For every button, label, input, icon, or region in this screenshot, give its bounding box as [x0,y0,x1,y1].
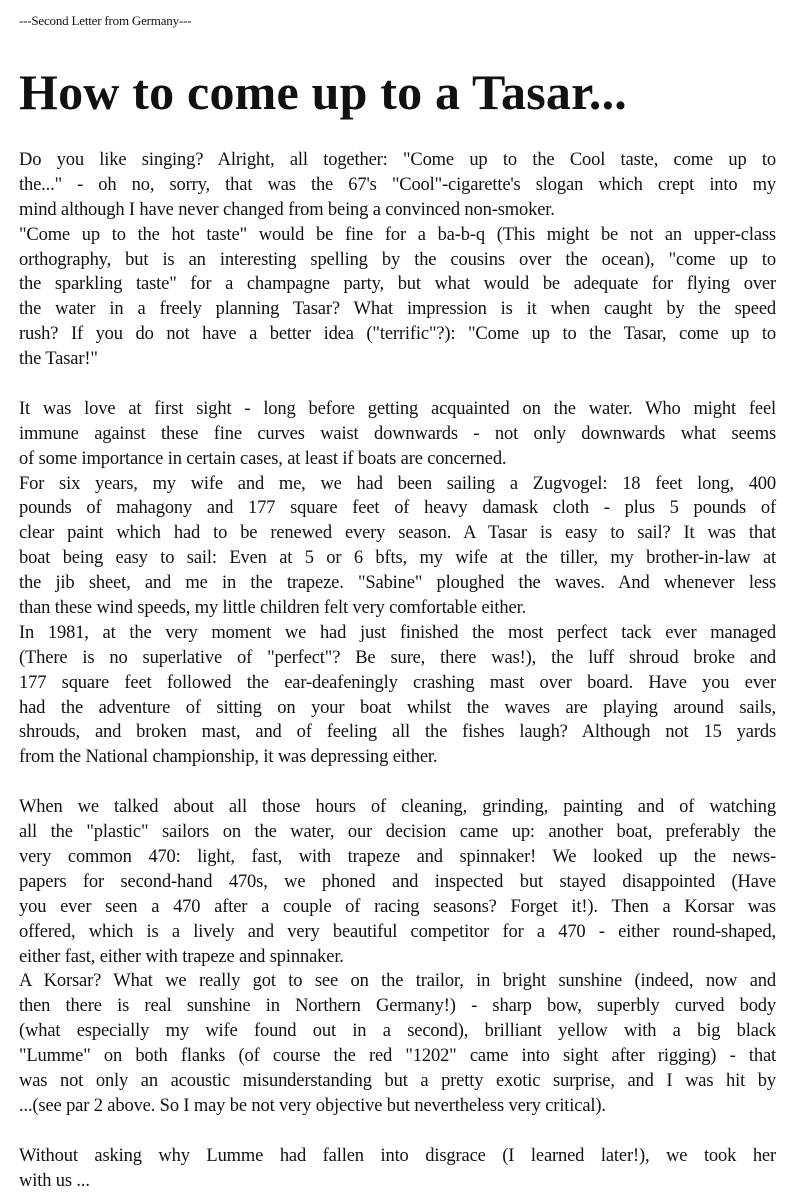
text-line: either fast, either with trapeze and spinnaker. [19,946,344,967]
paragraph-spacer [19,372,776,397]
text-line: immune against these fine curves waist downwards - not only downwards what seems [19,423,776,444]
text-line: the Tasar!" [19,349,98,370]
text-line: the water in a freely planning Tasar? What impression is it when caught by the speed [19,299,776,320]
text-line: (There is no superlative of "perfect"? Be sure, there was!), the luff shroud broke and [19,647,776,668]
text-line: "Come up to the hot taste" would be fine for a ba-b-q (This might be not an upper-class [19,224,776,245]
text-line: of some importance in certain cases, at least if boats are concerned. [19,448,507,469]
text-line: you ever seen a 470 after a couple of racing seasons? Forget it!). Then a Korsar was [19,896,776,917]
text-line: the jib sheet, and me in the trapeze. "Sabine" ploughed the waves. And whenever less [19,573,776,594]
paragraph [19,1144,776,1193]
text-line: with us ... [19,1170,90,1191]
text-line: was not only an acoustic misunderstanding but a pretty exotic surprise, and I was hit by [19,1070,776,1091]
article-body [19,148,776,1193]
text-line: pounds of mahagony and 177 square feet of heavy damask cloth - plus 5 pounds of [19,498,776,519]
paragraph [19,148,776,223]
paragraph [19,397,776,472]
paragraph [19,969,776,1118]
text-line: Do you like singing? Alright, all together: "Come up to the Cool taste, come up to [19,150,776,170]
text-line: "Lumme" on both flanks (of course the red "1202" came into sight after rigging) - that [19,1046,776,1067]
text-line: In 1981, at the very moment we had just finished the most perfect tack ever managed [19,622,776,643]
text-line: than these wind speeds, my little children felt very comfortable either. [19,598,527,619]
text-line: papers for second-hand 470s, we phoned and inspected but stayed disappointed (Have [19,871,776,892]
text-line: offered, which is a lively and very beautiful competitor for a 470 - either round-shaped, [19,921,776,942]
text-line: Without asking why Lumme had fallen into disgrace (I learned later!), we took her [19,1145,776,1166]
text-line: boat being easy to sail: Even at 5 or 6 bfts, my wife at the tiller, my brother-in-law at [19,548,776,569]
text-line: A Korsar? What we really got to see on the trailor, in bright sunshine (indeed, now and [19,971,776,992]
text-line: For six years, my wife and me, we had been sailing a Zugvogel: 18 feet long, 400 [19,473,776,494]
paragraph-spacer [19,770,776,795]
text-line: very common 470: light, fast, with trapeze and spinnaker! We looked up the news- [19,846,776,867]
text-line: When we talked about all those hours of cleaning, grinding, painting and of watching [19,797,776,818]
paragraph-spacer [19,1119,776,1144]
paragraph [19,472,776,621]
text-line: had the adventure of sitting on your boat whilst the waves are playing around sails, [19,697,776,718]
text-line: orthography, but is an interesting spelling by the cousins over the ocean), "come up to [19,249,776,270]
paragraph [19,621,776,770]
text-line: from the National championship, it was depressing either. [19,747,438,768]
text-line: the..." - oh no, sorry, that was the 67's "Cool"-cigarette's slogan which crept into my [19,174,776,195]
text-line: clear paint which had to be renewed every season. A Tasar is easy to sail? It was that [19,523,776,544]
paragraph [19,795,776,969]
text-line: (what especially my wife found out in a second), brilliant yellow with a big black [19,1021,776,1042]
text-line: the sparkling taste" for a champagne party, but what would be adequate for flying over [19,274,776,295]
text-line: mind although I have never changed from being a convinced non-smoker. [19,199,555,220]
text-line: rush? If you do not have a better idea ("terrific"?): "Come up to the Tasar, come up to [19,324,776,345]
text-line: 177 square feet followed the ear-deafeningly crashing mast over board. Have you ever [19,672,776,693]
text-line: all the "plastic" sailors on the water, our decision came up: another boat, preferably the [19,822,776,843]
text-line: shrouds, and broken mast, and of feeling all the fishes laugh? Although not 15 yards [19,722,776,743]
text-line: then there is real sunshine in Northern Germany!) - sharp bow, superbly curved body [19,996,776,1017]
article-title: How to come up to a Tasar... [19,64,627,120]
paragraph [19,223,776,372]
text-line: It was love at first sight - long before getting acquainted on the water. Who might feel [19,398,776,419]
letter-kicker: ---Second Letter from Germany--- [19,13,192,28]
text-line: ...(see par 2 above. So I may be not very objective but nevertheless very critical). [19,1095,606,1116]
